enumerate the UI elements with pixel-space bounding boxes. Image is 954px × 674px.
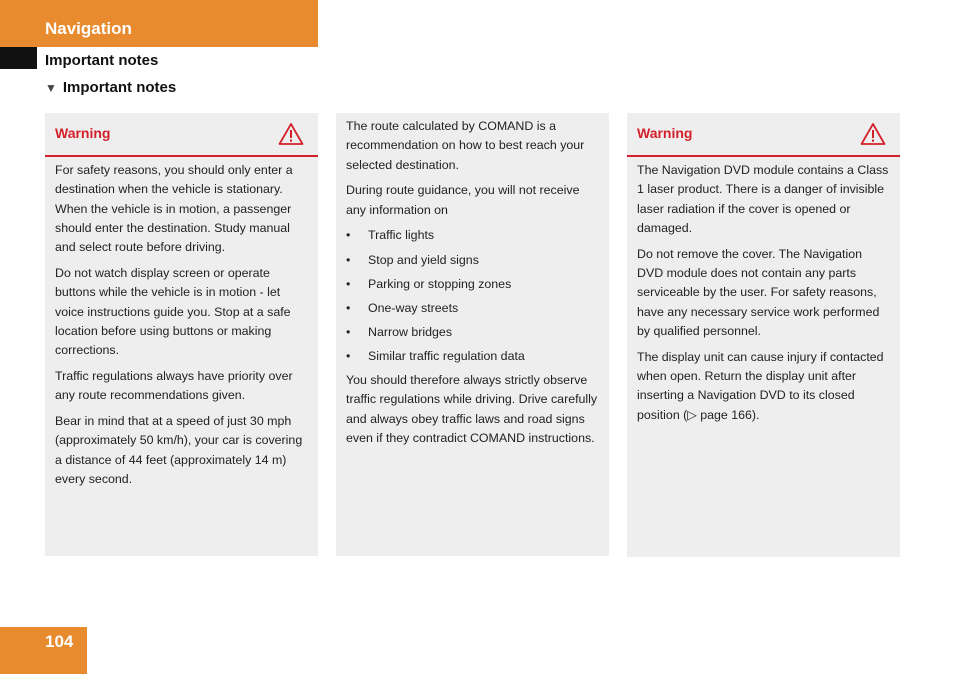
- page-number: 104: [45, 632, 74, 651]
- list-item: • Narrow bridges: [346, 323, 599, 342]
- bullet-icon: •: [346, 324, 351, 339]
- bullet-icon: •: [346, 276, 351, 291]
- info-box-route: [336, 113, 609, 556]
- page-number-tab: [0, 627, 87, 674]
- bullet-icon: •: [346, 348, 351, 363]
- list-item: • Stop and yield signs: [346, 251, 599, 270]
- triangle-down-icon: ▼: [45, 81, 57, 95]
- subsection-heading: [45, 79, 176, 96]
- warning-triangle-icon: [860, 122, 886, 146]
- warning-box-driving: [45, 113, 318, 556]
- section-title: Important notes: [45, 52, 159, 69]
- bullet-icon: •: [346, 228, 351, 243]
- warning-box-laser: [627, 113, 900, 557]
- chapter-title: Navigation: [45, 19, 132, 38]
- paragraph: Traffic regulations always have priority over any route recommendations given.: [55, 368, 293, 403]
- paragraph: The Navigation DVD module contains a Class 1 laser product. There is a danger of invisible laser radiation if the cover is opened or damaged.: [637, 163, 889, 235]
- section-marker: [0, 47, 37, 69]
- paragraph: Do not remove the cover. The Navigation DVD module does not contain any parts serviceable by the user. For safety reasons, have any necessary service work performed by qualified personnel.: [637, 246, 880, 338]
- paragraph: During route guidance, you will not receive any information on: [346, 183, 580, 217]
- paragraph: The route calculated by COMAND is a recommendation on how to best reach your selected destination.: [346, 119, 585, 172]
- subsection-title: Important notes: [62, 79, 177, 96]
- warning-triangle-icon: [278, 122, 304, 146]
- warning-label: Warning: [55, 125, 111, 142]
- list-item: • Similar traffic regulation data: [346, 347, 599, 366]
- paragraph: Do not watch display screen or operate buttons while the vehicle is in motion - let voice instructions guide you. Stop at a safe location before using buttons or making corrections.: [55, 265, 291, 358]
- list-item: • Parking or stopping zones: [346, 275, 599, 294]
- warning-body: [45, 157, 318, 489]
- list-item: • Traffic lights: [346, 226, 599, 245]
- paragraph: You should therefore always strictly observe traffic regulations while driving. Drive carefully and always obey traffic laws and road signs even if they contradict COMAND instructions.: [346, 373, 598, 445]
- bullet-icon: •: [346, 300, 351, 315]
- list-item: • One-way streets: [346, 299, 599, 318]
- paragraph: For safety reasons, you should only enter a destination when the vehicle is stationary. When the vehicle is in motion, a passenger should enter the destination. Study manual and select route before driving.: [55, 163, 293, 255]
- bullet-icon: •: [346, 252, 351, 267]
- warning-header: [627, 113, 900, 157]
- warning-header: [45, 113, 318, 157]
- paragraph: The display unit can cause injury if contacted when open. Return the display unit after inserting a Navigation DVD to its closed position (▷ page 166).: [637, 349, 884, 422]
- paragraph: Bear in mind that at a speed of just 30 mph (approximately 50 km/h), your car is covering a distance of 44 feet (approximately 14 m) every second.: [55, 414, 303, 486]
- warning-body: [627, 157, 900, 425]
- bullet-list: [346, 226, 599, 366]
- warning-label: Warning: [637, 125, 693, 142]
